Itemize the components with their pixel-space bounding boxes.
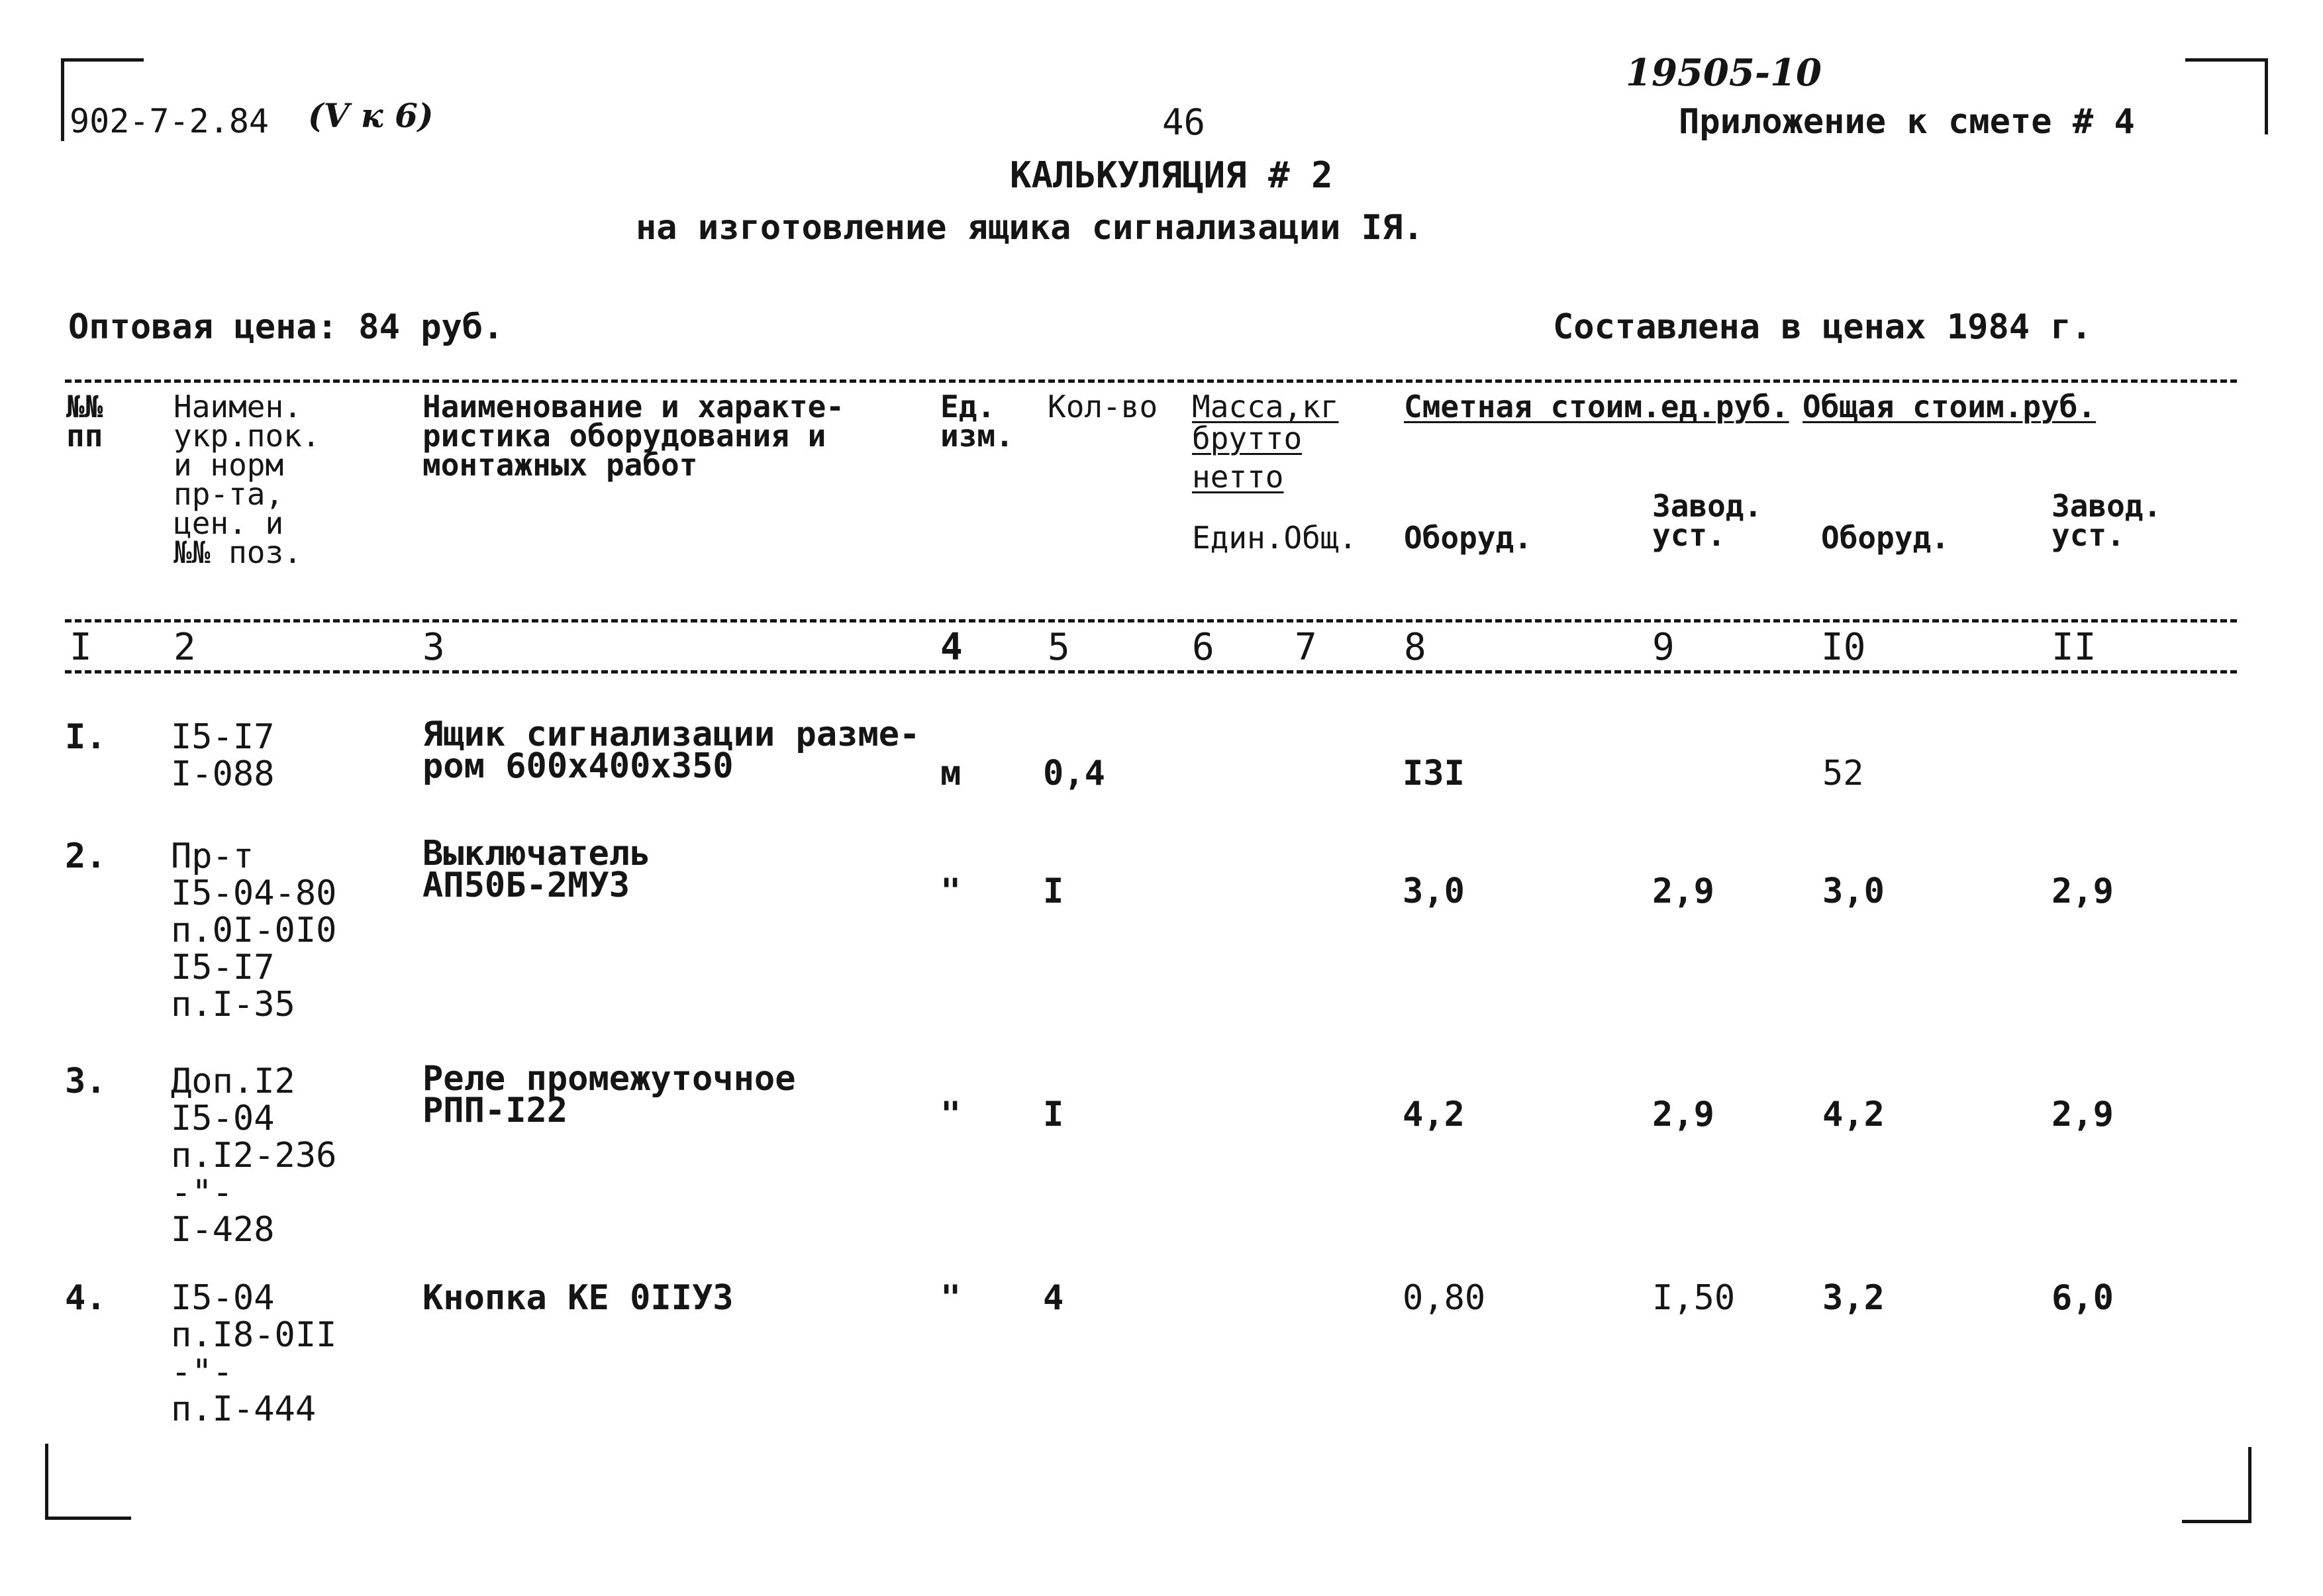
row-3-unit: ": [940, 1095, 962, 1134]
column-number-7: 7: [1295, 626, 1317, 669]
column-number-5: 5: [1048, 626, 1070, 669]
header-mass: Масса,кг: [1192, 389, 1339, 424]
row-3-qty: I: [1043, 1095, 1064, 1134]
row-1-equip-total: 52: [1822, 754, 1864, 793]
row-2-qty: I: [1043, 872, 1064, 911]
table-top-rule: [65, 379, 2237, 383]
row-4-equip-total: 3,2: [1822, 1278, 1885, 1318]
column-number-10: I0: [1821, 626, 1866, 669]
column-number-4: 4: [940, 626, 963, 669]
header-group-unit-cost: Сметная стоим.ед.руб.: [1404, 389, 1789, 424]
header-brutto: брутто: [1192, 421, 1303, 456]
header-col-2: Наимен. укр.пок. и норм пр-та, цен. и №№ поз.: [173, 389, 321, 570]
row-1-qty: 0,4: [1043, 754, 1105, 793]
header-unit-total: Един.Общ.: [1192, 520, 1358, 556]
column-number-1: I: [70, 626, 92, 669]
document-subtitle: на изготовление ящика сигнализации IЯ.: [636, 208, 1424, 248]
document-code: 902-7-2.84: [70, 102, 270, 140]
row-3-equip-unit: 4,2: [1403, 1095, 1465, 1134]
column-number-6: 6: [1192, 626, 1214, 669]
row-3-install-unit: 2,9: [1652, 1095, 1714, 1134]
row-4-qty: 4: [1043, 1278, 1064, 1318]
header-col-10: Оборуд.: [1821, 520, 1950, 556]
row-2-equip-total: 3,0: [1822, 872, 1885, 911]
wholesale-price: Оптовая цена: 84 руб.: [68, 307, 504, 347]
row-2-install-total: 2,9: [2051, 872, 2114, 911]
row-3-reference: Доп.I2 I5-04 п.I2-236 -"- I-428: [171, 1062, 337, 1250]
row-2-name: Выключатель АП50Б-2МУ3: [422, 834, 651, 905]
row-1-name: Ящик сигнализации разме- ром 600х400х350: [422, 715, 920, 786]
row-4-name: Кнопка КЕ 0IIУ3: [422, 1278, 734, 1318]
table-header-rule: [65, 619, 2237, 623]
row-4-number: 4.: [65, 1278, 107, 1318]
document-code-note: (V к 6): [308, 96, 434, 135]
column-number-3: 3: [422, 626, 445, 669]
column-number-2: 2: [173, 626, 196, 669]
header-col-11: Завод. уст.: [2051, 488, 2162, 553]
row-2-number: 2.: [65, 836, 107, 876]
row-1-reference: I5-I7 I-088: [171, 717, 275, 794]
table-column-number-rule: [65, 670, 2237, 673]
corner-mark-bottom-right: [2182, 1447, 2251, 1523]
corner-mark-top-right: [2185, 58, 2268, 134]
row-4-install-unit: I,50: [1652, 1278, 1736, 1318]
row-3-name: Реле промежуточное РПП-I22: [422, 1059, 796, 1130]
column-number-9: 9: [1652, 626, 1675, 669]
header-col-5: Кол-во: [1048, 389, 1158, 424]
row-3-install-total: 2,9: [2051, 1095, 2114, 1134]
appendix-label: Приложение к смете # 4: [1679, 102, 2135, 142]
prices-year: Составлена в ценах 1984 г.: [1553, 307, 2092, 347]
row-1-unit: м: [940, 754, 962, 793]
column-number-11: II: [2051, 626, 2097, 669]
row-4-install-total: 6,0: [2051, 1278, 2114, 1318]
header-col-3: Наименование и характе- ристика оборудования и монтажных работ: [422, 389, 844, 483]
header-col-1: №№ пп: [66, 389, 103, 454]
header-col-8: Оборуд.: [1404, 520, 1532, 556]
header-col-9: Завод. уст.: [1652, 488, 1763, 553]
row-2-install-unit: 2,9: [1652, 872, 1714, 911]
row-2-unit: ": [940, 872, 962, 911]
document-title: КАЛЬКУЛЯЦИЯ # 2: [1010, 154, 1333, 196]
stamp-number: 19505-10: [1626, 51, 1822, 95]
row-1-number: I.: [65, 717, 107, 757]
row-4-equip-unit: 0,80: [1403, 1278, 1486, 1318]
row-3-number: 3.: [65, 1062, 107, 1101]
header-netto: нетто: [1192, 459, 1284, 495]
header-col-4: Ед. изм.: [940, 389, 1014, 454]
row-3-equip-total: 4,2: [1822, 1095, 1885, 1134]
header-group-total-cost: Общая стоим.руб.: [1803, 389, 2097, 424]
row-4-reference: I5-04 п.I8-0II -"- п.I-444: [171, 1278, 337, 1429]
page-number: 46: [1162, 101, 1206, 143]
row-2-equip-unit: 3,0: [1403, 872, 1465, 911]
column-number-8: 8: [1404, 626, 1426, 669]
corner-mark-bottom-left: [45, 1444, 131, 1520]
row-4-unit: ": [940, 1278, 962, 1318]
row-1-equip-unit: I3I: [1403, 754, 1465, 793]
row-2-reference: Пр-т I5-04-80 п.0I-0I0 I5-I7 п.I-35: [171, 836, 337, 1024]
